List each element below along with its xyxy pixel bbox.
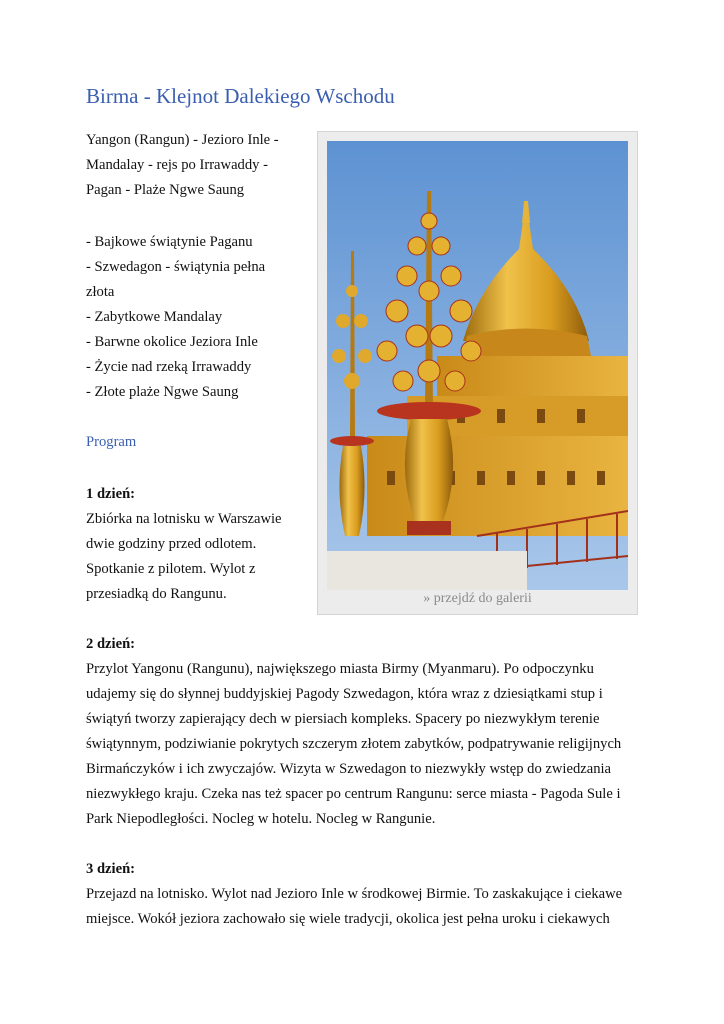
intro-line: Pagan - Plaże Ngwe Saung [86,182,245,198]
day-section-2 [86,632,638,832]
day-text-line: Przylot Yangonu (Rangunu), największego miasta Birmy (Myanmaru). Po odpoczynku [86,661,594,677]
day-text-line: Spotkanie z pilotem. Wylot z [86,561,256,577]
day-heading: 1 dzień: [86,486,136,502]
highlight-item: - Szwedagon - świątynia pełna [86,259,266,275]
highlight-item: złota [86,284,115,300]
day-text-line: Przejazd na lotnisko. Wylot nad Jezioro Inle w środkowej Birmie. To zaskakujące i ciekawe [86,886,623,902]
day-text-line: przesiadką do Rangunu. [86,586,227,602]
day-text-line: świątynnym, podziwianie pokrytych szczerym złotem zabytków, podpatrywanie religijnych [86,736,622,752]
day-heading: 2 dzień: [86,636,136,652]
day-text-line: Zbiórka na lotnisku w Warszawie [86,511,282,527]
program-heading: Program [86,434,137,450]
highlight-item: - Bajkowe świątynie Paganu [86,234,253,250]
day-section-1 [86,482,306,607]
highlight-item: - Zabytkowe Mandalay [86,309,223,325]
gallery-photo-box[interactable] [317,131,638,615]
day-text-line: udajemy się do słynnej buddyjskiej Pagody Szwedagon, która wraz z dziesiątkami stup i [86,686,603,702]
day-text-line: Park Niepodległości. Nocleg w hotelu. Nocleg w Rangunie. [86,811,436,827]
gallery-link[interactable]: » przejdź do galerii [423,591,532,606]
highlight-item: - Złote plaże Ngwe Saung [86,384,239,400]
highlights-list [86,230,296,405]
day-text-line: niezwykłego kraju. Czeka nas też spacer po centrum Rangunu: serce miasta - Pagoda Sule i [86,786,621,802]
day-text-line: Birmańczyków i ich zwyczajów. Wizyta w Szwedagon to niezwykły wstęp do zwiedzania [86,761,612,777]
day-section-3 [86,857,638,932]
intro-route [86,128,296,203]
day-heading: 3 dzień: [86,861,136,877]
intro-line: Mandalay - rejs po Irrawaddy - [86,157,268,173]
page-title: Birma - Klejnot Dalekiego Wschodu [86,84,395,108]
day-text-line: dwie godziny przed odlotem. [86,536,257,552]
intro-line: Yangon (Rangun) - Jezioro Inle - [86,132,279,148]
day-text-line: świątyń tworzy zapierający dech w piersiach kompleks. Spacery po niezwykłym terenie [86,711,600,727]
highlight-item: - Życie nad rzeką Irrawaddy [86,359,252,375]
day-text-line: miejsce. Wokół jeziora zachowało się wiele tradycji, okolica jest pełna uroku i ciekawych [86,911,610,927]
golden-pagoda-photo[interactable] [327,141,628,590]
highlight-item: - Barwne okolice Jeziora Inle [86,334,258,350]
